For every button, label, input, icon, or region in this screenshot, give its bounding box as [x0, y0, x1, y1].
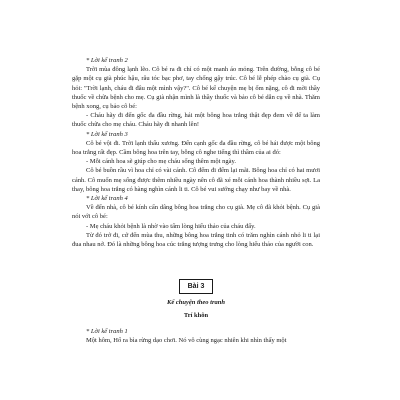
- lesson-subtitle: Kể chuyện theo tranh: [167, 299, 225, 307]
- paragraph: Về đến nhà, cô bé kính cẩn dâng bông hoa trắng cho cụ già. Mẹ cô đã khỏi bệnh. Cụ già nói với cô bé:: [72, 204, 320, 221]
- paragraph: Cô bé buồn rầu vì hoa chỉ có vài cánh. Cô đếm đi đếm lại mãi. Bông hoa chỉ có hai mươi cánh. Cô muốn mẹ sống được thêm nhiều ngày nên cô đã xé mỗi cánh hoa thành nhiều sợi. La thay, bông hoa trắng có hàng nghìn cánh li ti. Cô bé vui sướng chạy như bay về nhà.: [72, 167, 320, 193]
- paragraph: Cô bé vội đi. Trời lạnh thấu xương. Đến cạnh gốc đa đầu rừng, cô bé hái được một bông hoa trắng rất đẹp. Cầm bông hoa trên tay, bỗng cô nghe tiếng thì thầm của ai đó:: [72, 139, 320, 157]
- paragraph: - Mẹ cháu khỏi bệnh là nhờ vào tấm lòng hiếu thảo của cháu đấy.: [86, 222, 256, 230]
- paragraph: Từ đó trở đi, cứ đến mùa thu, những bông hoa trắng tinh có trăm nghìn cánh nhỏ li ti lại đua nhau nở. Đó là những bông hoa cúc trắng tượng trưng cho lòng hiếu thảo của người con.: [72, 231, 320, 249]
- picture-1-heading: * Lời kể tranh 1: [86, 327, 128, 335]
- picture-3-heading: * Lời kể tranh 3: [86, 130, 128, 138]
- picture-4-heading: * Lời kể tranh 4: [86, 195, 128, 203]
- lesson-number-box: Bài 3: [179, 279, 214, 294]
- lesson-header: [72, 279, 320, 320]
- paragraph: Trời mùa đông lạnh lẽo. Cô bé ra đi chỉ có một manh áo mỏng. Trên đường, bỗng cô bé gặp một cụ già phúc hậu, râu tóc bạc phơ, tay chống gậy trúc. Cô bé lễ phép chào cụ già. Cụ hỏi: "Trời lạnh, cháu đi đâu một mình vậy?". Cô bé kể chuyện mẹ bị ốm nặng, cô đi mời thầy thuốc về chữa bệnh cho mẹ. Cụ già nhận mình là thầy thuốc và bảo cô bé dẫn cụ về nhà. Thăm bệnh xong, cụ bảo cô bé:: [72, 66, 320, 111]
- document-page: [72, 56, 320, 345]
- picture-2-heading: * Lời kể tranh 2: [86, 57, 128, 64]
- paragraph: - Cháu hãy đi đến gốc đa đầu rừng, hái một bông hoa trắng thật đẹp đem về để ta làm thuốc chữa cho mẹ cháu. Cháu hãy đi nhanh lên!: [72, 112, 320, 129]
- lesson-title: Trí khôn: [183, 312, 209, 320]
- paragraph: - Mỗi cánh hoa sẽ giúp cho mẹ cháu sống thêm một ngày.: [86, 158, 236, 166]
- paragraph: Một hôm, Hổ ra bìa rừng dạo chơi. Nó vô cùng ngạc nhiên khi nhìn thấy một: [86, 336, 287, 344]
